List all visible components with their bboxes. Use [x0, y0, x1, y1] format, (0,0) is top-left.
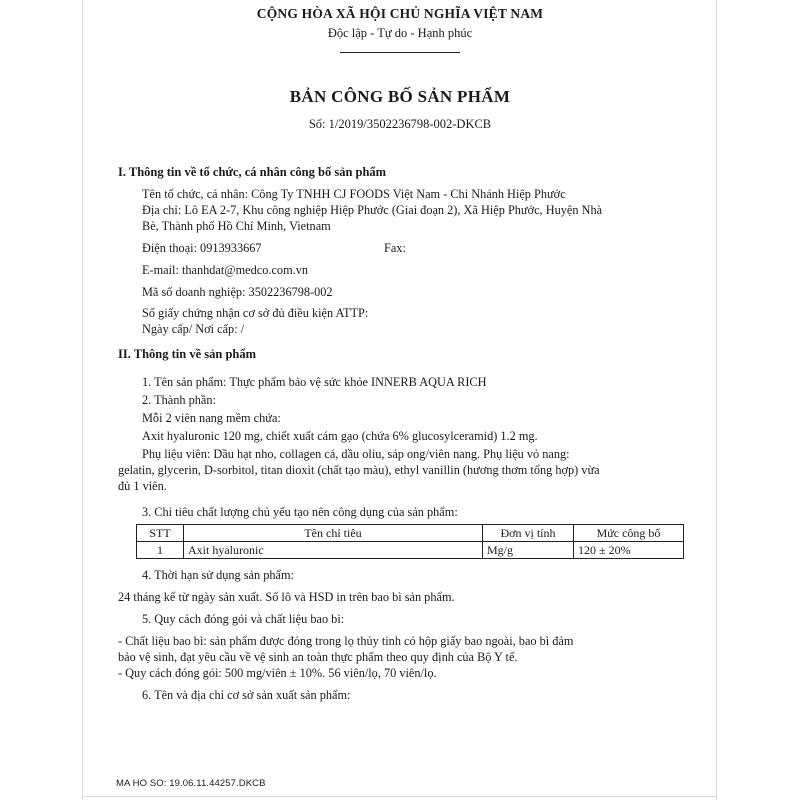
- table-cell: 120 ± 20%: [574, 542, 684, 559]
- document-title: BẢN CÔNG BỐ SẢN PHẨM: [289, 87, 511, 106]
- table-cell: Axit hyaluronic: [184, 542, 483, 559]
- section-1-heading: I. Thông tin về tổ chức, cá nhân công bố sản phẩm: [118, 165, 387, 179]
- section-1: [118, 164, 708, 337]
- manufacturer-heading: 6. Tên và địa chỉ cơ sở sản xuất sản phẩm:: [142, 688, 351, 702]
- page-edge-bottom: [82, 796, 717, 797]
- nation-title: CỘNG HÒA XÃ HỘI CHỦ NGHĨA VIỆT NAM: [256, 6, 544, 21]
- table-header-cell: Tên chỉ tiêu: [184, 525, 483, 542]
- address-line-2: Bè, Thành phố Hồ Chí Minh, Vietnam: [142, 219, 331, 233]
- header-underline: [340, 52, 460, 53]
- excipient-line-3: đủ 1 viên.: [118, 479, 167, 493]
- email: E-mail: thanhdat@medco.com.vn: [142, 263, 309, 277]
- composition-heading: 2. Thành phần:: [142, 393, 216, 407]
- product-name: 1. Tên sản phẩm: Thực phẩm bảo vệ sức khỏe INNERB AQUA RICH: [142, 375, 487, 389]
- composition-main: Axit hyaluronic 120 mg, chiết xuất cám gạo (chứa 6% glucosylceramid) 1.2 mg.: [142, 429, 538, 443]
- table-header-row: [137, 525, 684, 542]
- quality-table: [136, 524, 684, 559]
- packaging-line-2: bảo vệ sinh, đạt yêu cầu về vệ sinh an toàn thực phẩm theo quy định của Bộ Y tế.: [118, 650, 518, 664]
- quality-heading: 3. Chỉ tiêu chất lượng chủ yếu tạo nên công dụng của sản phẩm:: [142, 505, 458, 519]
- table-row: [137, 542, 684, 559]
- atpp-cert: Số giấy chứng nhận cơ sở đủ điều kiện ATTP:: [142, 306, 369, 320]
- org-name: Tên tổ chức, cá nhân: Công Ty TNHH CJ FOODS Việt Nam - Chi Nhánh Hiệp Phước: [142, 187, 566, 201]
- section-2-heading: II. Thông tin về sản phẩm: [118, 347, 257, 361]
- document-number: Số: 1/2019/3502236798-002-DKCB: [308, 117, 492, 131]
- phone-row: [118, 240, 708, 256]
- tax-code: Mã số doanh nghiệp: 3502236798-002: [142, 285, 333, 299]
- shelf-life: 24 tháng kể từ ngày sản xuất. Số lô và HSD in trên bao bì sản phẩm.: [118, 590, 455, 604]
- section-2: [118, 346, 708, 703]
- packaging-heading: 5. Quy cách đóng gói và chất liệu bao bì:: [142, 612, 345, 626]
- shelf-life-heading: 4. Thời hạn sử dụng sản phẩm:: [142, 568, 294, 582]
- packaging-line-1: - Chất liệu bao bì: sản phẩm được đóng trong lọ thủy tinh có hộp giấy bao ngoài, bao bì đảm: [118, 634, 574, 648]
- table-header-cell: Đơn vị tính: [483, 525, 574, 542]
- table-header-cell: STT: [137, 525, 184, 542]
- phone: Điện thoại: 0913933667: [142, 241, 262, 255]
- table-cell: Mg/g: [483, 542, 574, 559]
- issue-info: Ngày cấp/ Nơi cấp: /: [142, 322, 245, 336]
- dossier-code: MA HO SO: 19.06.11.44257.DKCB: [116, 778, 266, 789]
- packaging-line-3: - Quy cách đóng gói: 500 mg/viên ± 10%. 56 viên/lọ, 70 viên/lọ.: [118, 666, 437, 680]
- national-header: [0, 6, 800, 53]
- composition-intro: Mỗi 2 viên nang mềm chứa:: [142, 411, 281, 425]
- excipient-line-2: gelatin, glycerin, D-sorbitol, titan dioxit (chất tạo màu), ethyl vanillin (hương thơm tổng hợp) vừa: [118, 463, 600, 477]
- table-header-cell: Mức công bố: [574, 525, 684, 542]
- motto: Độc lập - Tự do - Hạnh phúc: [327, 26, 473, 40]
- address-line-1: Địa chỉ: Lô EA 2-7, Khu công nghiệp Hiệp Phước (Giai đoạn 2), Xã Hiệp Phước, Huyện Nhà: [142, 203, 603, 217]
- table-cell: 1: [137, 542, 184, 559]
- fax: Fax:: [384, 241, 406, 255]
- excipient-line-1: Phụ liệu viên: Dầu hạt nho, collagen cá, dầu oliu, sáp ong/viên nang. Phụ liệu vỏ nang:: [142, 447, 570, 461]
